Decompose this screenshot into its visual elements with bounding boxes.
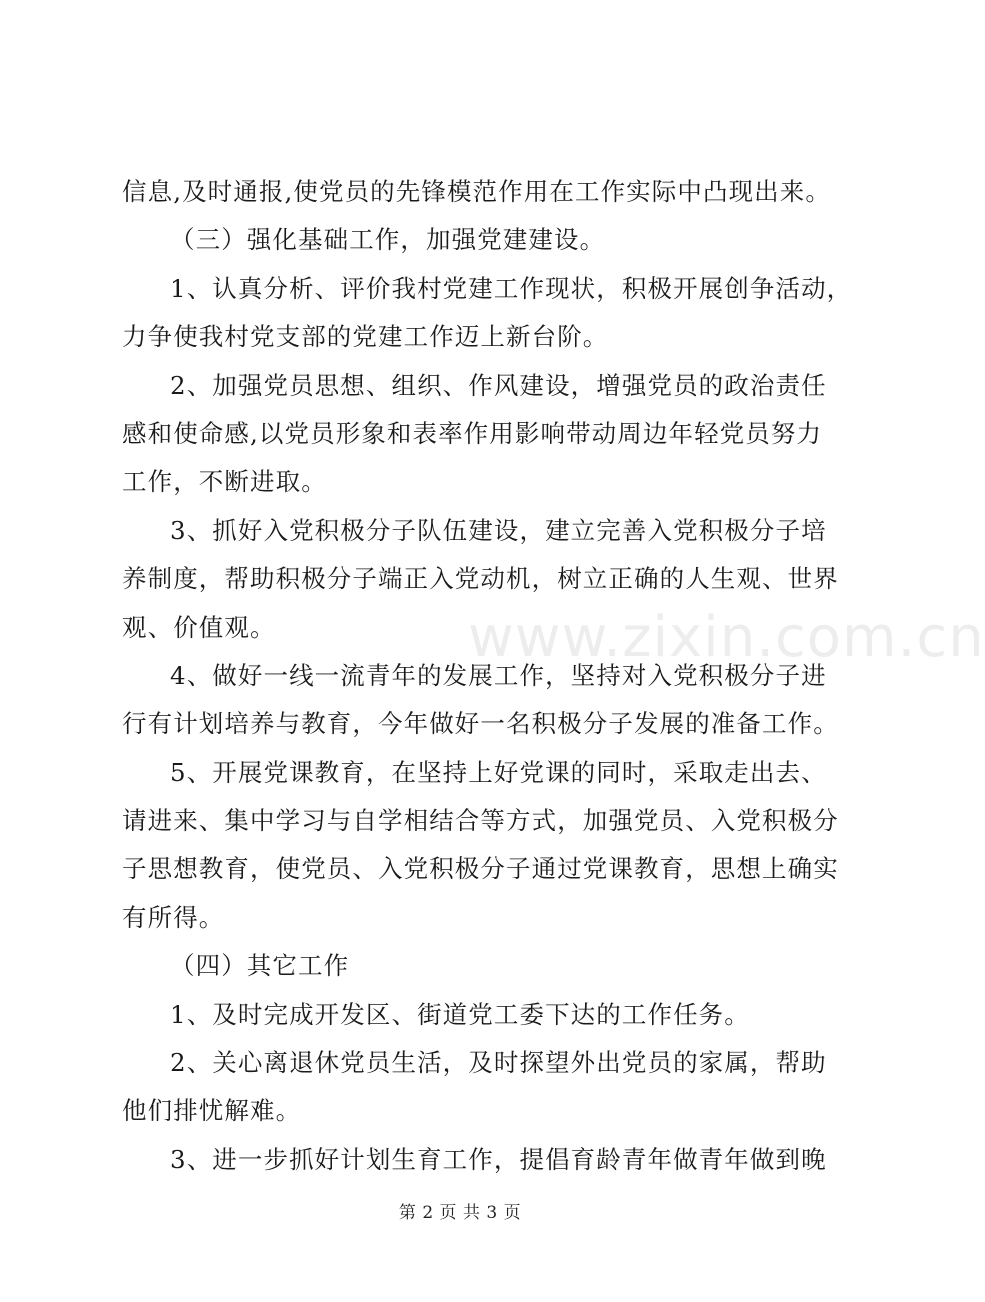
text-line: 3、抓好入党积极分子队伍建设，建立完善入党积极分子培 [170, 515, 827, 545]
section-heading: （四）其它工作 [170, 951, 350, 981]
text-line: 1、及时完成开发区、街道党工委下达的工作任务。 [170, 999, 750, 1029]
text-line: 行有计划培养与教育，今年做好一名积极分子发展的准备工作。 [122, 709, 839, 739]
text-line: 子思想教育，使党员、入党积极分子通过党课教育，思想上确实 [122, 854, 839, 884]
document-body [122, 168, 853, 1184]
text-line: 1、认真分析、评价我村党建工作现状，积极开展创争活动， [170, 273, 853, 303]
text-line: 2、加强党员思想、组织、作风建设，增强党员的政治责任 [170, 370, 827, 400]
page-footer: 第 2 页 共 3 页 [398, 1203, 522, 1223]
text-line: 养制度，帮助积极分子端正入党动机，树立正确的人生观、世界 [122, 564, 839, 594]
text-line: 观、价值观。 [122, 612, 276, 642]
text-line: 3、进一步抓好计划生育工作，提倡育龄青年做青年做到晚 [170, 1144, 827, 1174]
text-line: 4、做好一线一流青年的发展工作，坚持对入党积极分子进 [170, 660, 827, 690]
text-line: 感和使命感,以党员形象和表率作用影响带动周边年轻党员努力 [122, 418, 823, 448]
section-heading: （三）强化基础工作，加强党建建设。 [170, 225, 606, 255]
text-line: 工作，不断进取。 [122, 467, 327, 497]
text-line: 信息,及时通报,使党员的先锋模范作用在工作实际中凸现出来。 [122, 177, 831, 206]
text-line: 2、关心离退休党员生活，及时探望外出党员的家属，帮助 [170, 1048, 827, 1078]
text-line: 力争使我村党支部的党建工作迈上新台阶。 [122, 322, 609, 352]
text-line: 5、开展党课教育，在坚持上好党课的同时，采取走出去、 [170, 757, 827, 787]
text-line: 他们排忧解难。 [122, 1096, 302, 1126]
text-line: 有所得。 [122, 902, 225, 932]
watermark: www.zixin.com.cn [468, 605, 985, 670]
text-line: 请进来、集中学习与自学相结合等方式，加强党员、入党积极分 [122, 806, 839, 836]
